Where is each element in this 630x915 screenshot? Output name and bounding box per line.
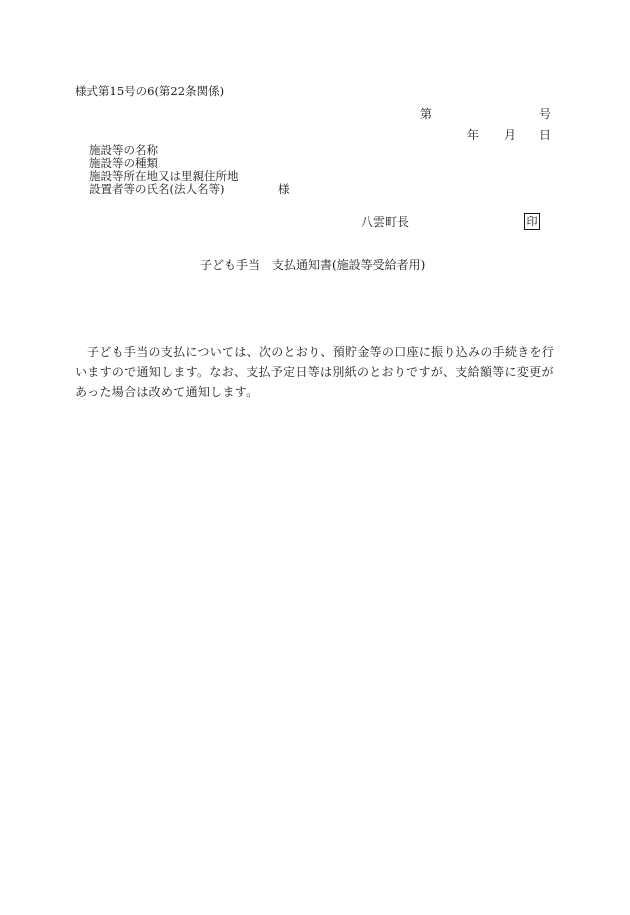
document-title: 子ども手当 支払通知書(施設等受給者用)	[200, 258, 426, 272]
form-number: 様式第15号の6(第22条関係)	[75, 84, 225, 98]
seal-stamp: 印	[524, 213, 540, 230]
facility-address-label: 施設等所在地又は里親住所地	[89, 169, 239, 183]
operator-name-label: 設置者等の氏名(法人名等)	[89, 182, 225, 196]
honorific-sama: 様	[278, 182, 290, 196]
date-month-label: 月	[504, 128, 517, 142]
operator-name-row	[89, 182, 290, 196]
facility-type-label: 施設等の種類	[89, 156, 158, 170]
document-number-suffix: 号	[539, 107, 552, 121]
facility-name-label: 施設等の名称	[89, 143, 158, 157]
addressee-block	[89, 143, 290, 196]
body-paragraph: 子ども手当の支払については、次のとおり、預貯金等の口座に振り込みの手続きを行いますので通知します。なお、支払予定日等は別紙のとおりですが、支給額等に変更があった場合は改めて通知します。	[75, 345, 555, 399]
sender-name: 八雲町長	[361, 215, 410, 229]
date-day-label: 日	[539, 128, 552, 142]
date-year-label: 年	[467, 128, 480, 142]
document-number-prefix: 第	[420, 107, 433, 121]
